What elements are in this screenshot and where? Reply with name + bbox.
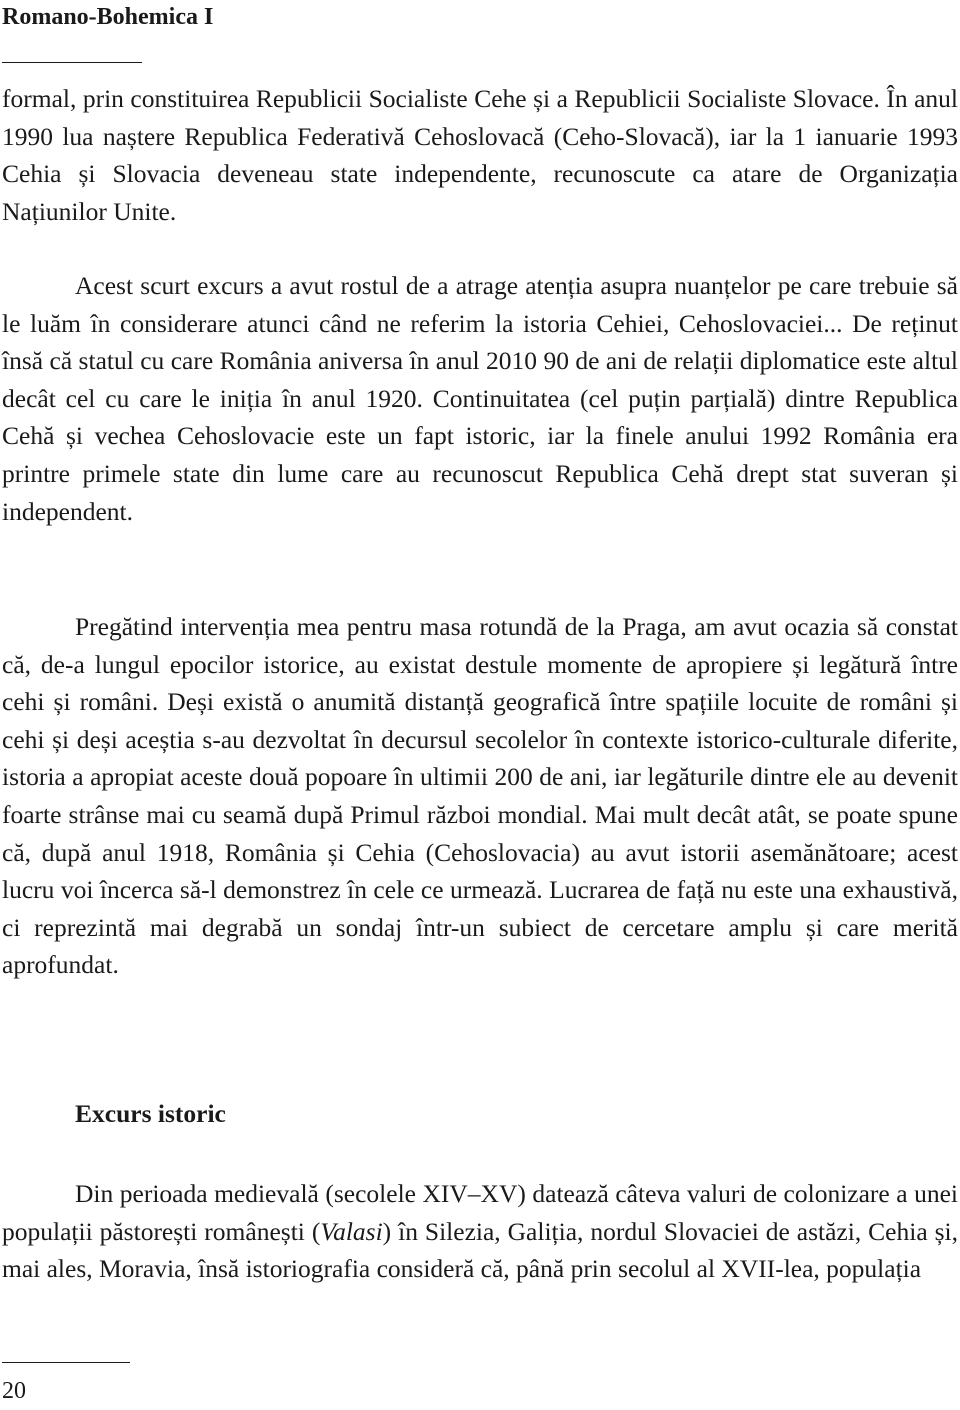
running-title: Romano-Bohemica I <box>2 4 214 30</box>
paragraph-medieval-text-1: Din perioada medievală (secolele XIV–XV) datează câteva valuri de colonizare a unei populații păstorești românești ( <box>2 1179 958 1246</box>
paragraph-excurs-note: Acest scurt excurs a avut rostul de a atrage atenția asupra nuanțelor pe care trebuie să le luăm în considerare atunci când ne referim la istoria Cehiei, Cehoslovaciei... De reținut însă că statul cu care România aniversa în anul 2010 90 de ani de relații diplomatice este altul decât cel cu care le iniția în anul 1920. Continuitatea (cel puțin parțială) dintre Republica Cehă și vechea Cehoslovacie este un fapt istoric, iar la finele anului 1992 România era printre primele state din lume care au recunoscut Republica Cehă drept stat suveran și independent. <box>2 271 958 526</box>
page-number: 20 <box>2 1378 26 1404</box>
paragraph-intervention: Pregătind intervenția mea pentru masa rotundă de la Praga, am avut ocazia să constat că, de-a lungul epocilor istorice, au existat destule momente de apropiere și legătură între cehi și români. Deși există o anumită distanță geografică între spațiile locuite de români și cehi și deși aceștia s-au dezvoltat în decursul secolelor în contexte istorico-culturale diferite, istoria a apropiat aceste două popoare în ultimii 200 de ani, iar legăturile dintre ele au devenit foarte strânse mai cu seamă după Primul război mondial. Mai mult decât atât, se poate spune că, după anul 1918, România și Cehia (Cehoslovacia) au avut istorii asemănătoare; acest lucru voi încerca să-l demonstrez în cele ce urmează. Lucrarea de față nu este una exhaustivă, ci reprezintă mai degrabă un sondaj într-un subiect de cercetare amplu și care merită aprofundat. <box>2 612 958 980</box>
paragraph-medieval-text-2: ) în Silezia, Galiția, nordul Slovaciei de astăzi, Cehia și, mai ales, Moravia, însă istoriografia consideră că, până prin secolul al XVII-lea, populația <box>2 1216 958 1284</box>
section-heading: Excurs istoric <box>75 1099 226 1128</box>
paragraph-medieval <box>2 1175 958 1288</box>
paragraph-medieval-italic-term: Valasi <box>320 1216 383 1246</box>
header-rule <box>2 62 142 63</box>
paragraph-continuation: formal, prin constituirea Republicii Socialiste Cehe și a Republicii Socialiste Slovace. În anul 1990 lua naștere Republica Federativă Cehoslovacă (Ceho-Slovacă), iar la 1 ianuarie 1993 Cehia și Slovacia deveneau state independente, recunoscute ca atare de Organizația Națiunilor Unite. <box>2 84 958 226</box>
footer-rule <box>2 1362 130 1363</box>
